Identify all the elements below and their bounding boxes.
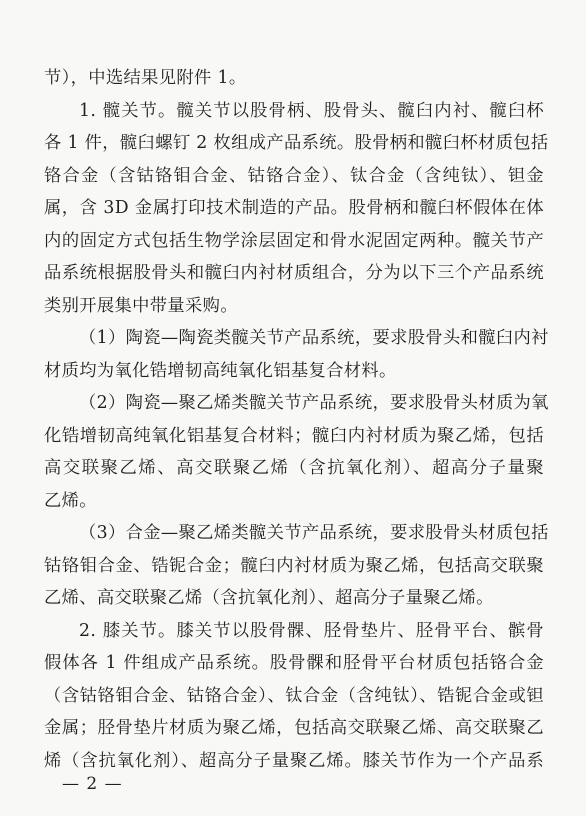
text-line: 假体各 1 件组成产品系统。股骨髁和胫骨平台材质包括铬合金: [44, 653, 544, 673]
text-line: 类别开展集中带量采购。: [44, 295, 238, 316]
text-line: 材质均为氧化锆增韧高纯氧化铝基复合材料。: [44, 360, 397, 381]
text-line: 乙烯。: [44, 490, 97, 511]
text-line: （含钴铬钼合金、钴铬合金）、钛合金（含纯钛）、锆铌合金或钽: [44, 685, 544, 706]
text-line: 属，含 3D 金属打印技术制造的产品。股骨柄和髋臼杯假体在体: [44, 198, 544, 218]
text-line: 节），中选结果见附件 1。: [44, 68, 247, 88]
document-body: [44, 62, 549, 777]
paragraph-item-2-line: （2）陶瓷—聚乙烯类髋关节产品系统，要求股骨头材质为氧: [79, 393, 549, 413]
text-line: 乙烯、高交联聚乙烯（含抗氧化剂）、超高分子量聚乙烯。: [44, 588, 494, 608]
text-line: 品系统根据股骨头和髋臼内衬材质组合，分为以下三个产品系统: [44, 263, 544, 283]
paragraph-item-3-line: （3）合金—聚乙烯类髋关节产品系统，要求股骨头材质包括: [79, 523, 549, 543]
page-number: — 2 —: [62, 774, 123, 794]
text-line: 各 1 件，髋臼螺钉 2 枚组成产品系统。股骨柄和髋臼杯材质包括: [44, 133, 549, 153]
text-line: 化锆增韧高纯氧化铝基复合材料；髋臼内衬材质为聚乙烯，包括: [44, 425, 544, 446]
text-line: 烯（含抗氧化剂）、超高分子量聚乙烯。膝关节作为一个产品系: [44, 750, 544, 771]
paragraph-hip-heading-line: 1. 髋关节。髋关节以股骨柄、股骨头、髋臼内衬、髋臼杯: [79, 100, 544, 121]
text-line: 金属；胫骨垫片材质为聚乙烯，包括高交联聚乙烯、高交联聚乙: [44, 718, 544, 738]
paragraph-knee-heading-line: 2. 膝关节。膝关节以股骨髁、胫骨垫片、胫骨平台、髌骨: [79, 620, 544, 641]
paragraph-item-1-line: （1）陶瓷—陶瓷类髋关节产品系统，要求股骨头和髋臼内衬: [79, 328, 549, 348]
text-line: 铬合金（含钴铬钼合金、钴铬合金）、钛合金（含纯钛）、钽金: [44, 165, 544, 186]
text-line: 钴铬钼合金、锆铌合金；髋臼内衬材质为聚乙烯，包括高交联聚: [44, 555, 544, 576]
text-line: 内的固定方式包括生物学涂层固定和骨水泥固定两种。髋关节产: [44, 230, 544, 251]
text-line: 高交联聚乙烯、高交联聚乙烯（含抗氧化剂）、超高分子量聚: [44, 458, 544, 478]
